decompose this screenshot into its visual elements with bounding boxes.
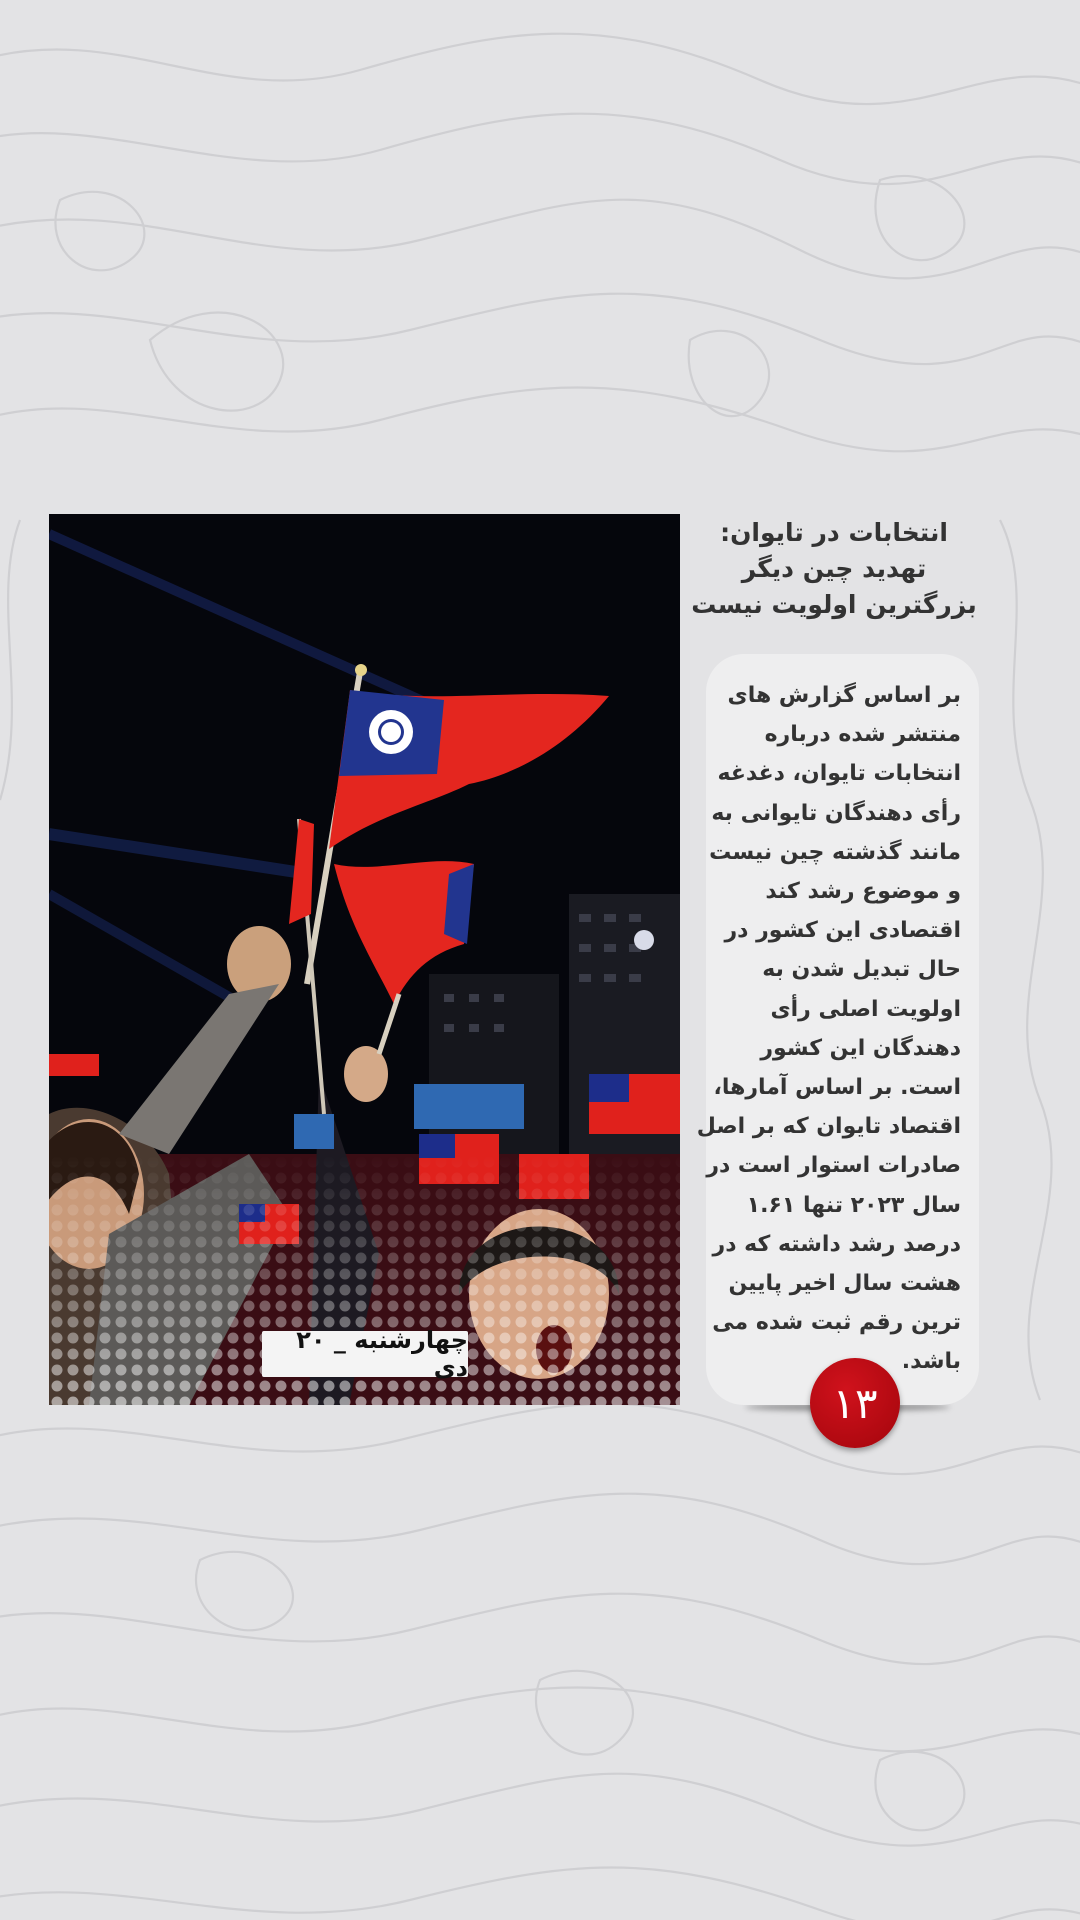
body-line: مانند گذشته چین نیست — [709, 839, 961, 865]
body-line: درصد رشد داشته که در — [712, 1231, 961, 1257]
title-line: بزرگترین اولویت نیست — [691, 590, 977, 619]
body-line: حال تبدیل شدن به — [762, 957, 961, 983]
body-line: سال ۲۰۲۳ تنها ۱.۶۱ — [746, 1192, 961, 1218]
body-line: هشت سال اخیر پایین — [728, 1271, 961, 1297]
body-line: رأی دهندگان تایوانی به — [711, 800, 961, 826]
body-line: و موضوع رشد کند — [765, 879, 961, 905]
date-label: چهارشنبه _ ۲۰ دی — [262, 1331, 468, 1377]
article-body — [696, 676, 961, 1382]
article-body-card — [696, 654, 979, 1405]
body-line: اقتصادی این کشور در — [724, 918, 961, 944]
body-line: اقتصاد تایوان که بر اصل — [696, 1114, 961, 1140]
body-line: ترین رقم ثبت شده می — [712, 1310, 961, 1336]
rally-photo — [49, 514, 680, 1405]
body-line: انتخابات تایوان، دغدغه — [717, 761, 961, 787]
body-line: صادرات استوار است در — [706, 1153, 961, 1179]
body-line: دهندگان این کشور — [760, 1035, 961, 1061]
title-line: تهدید چین دیگر — [741, 554, 927, 583]
body-line: منتشر شده درباره — [764, 722, 961, 748]
title-line: انتخابات در تایوان: — [720, 518, 948, 547]
article-title — [690, 515, 978, 623]
body-line: بر اساس گزارش های — [727, 683, 961, 708]
flag-rally-illustration — [49, 514, 680, 1405]
body-line: اولویت اصلی رأی — [770, 996, 961, 1022]
body-line: باشد. — [901, 1349, 961, 1375]
body-line: است. بر اساس آمارها، — [713, 1075, 961, 1101]
page-number-badge: ۱۳ — [810, 1358, 900, 1448]
